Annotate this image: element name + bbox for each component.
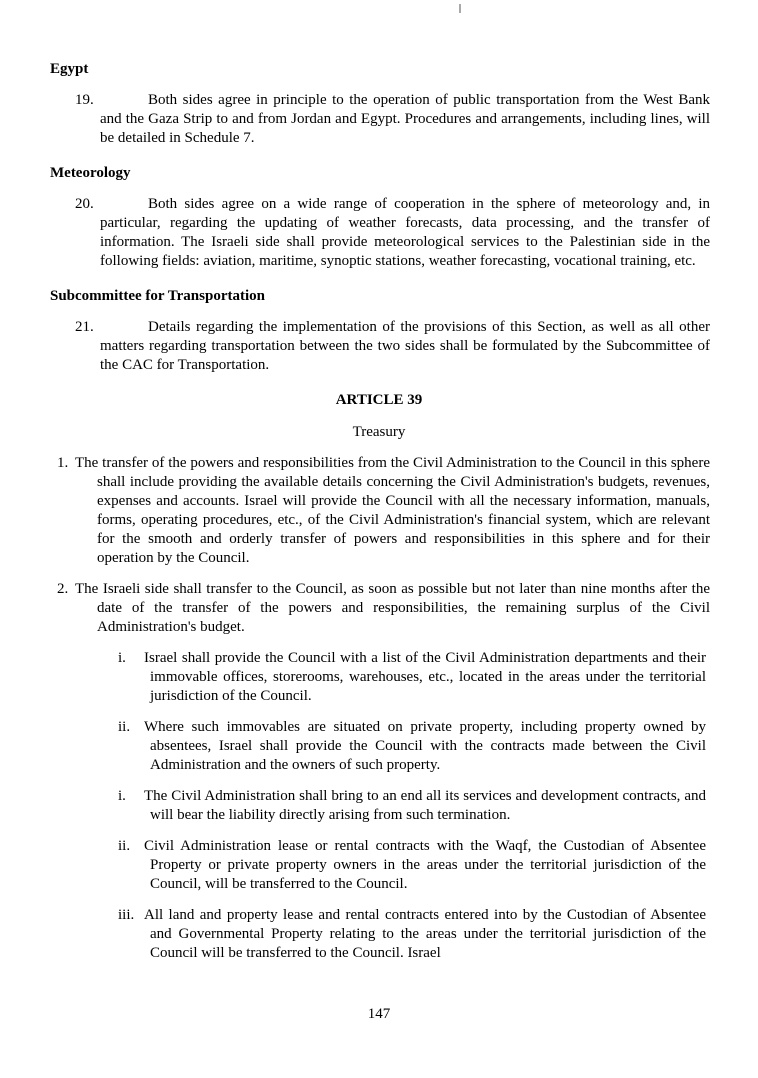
section-heading-egypt: Egypt [50,61,89,77]
sub-item-i-first [118,649,706,706]
sub-item-number: ii. [118,719,131,735]
paragraph-number: 19. [75,92,94,108]
sub-item-text: Where such immovables are situated on private property, including property owned by absentees, Israel shall provide the Council with the contracts made between the Civil Administration and the owners of such property. [144,719,706,773]
article-item-1 [57,454,710,568]
paragraph-19 [75,91,710,148]
sub-item-ii-second [118,837,706,894]
paragraph-20 [75,195,710,271]
sub-item-number: i. [118,788,126,804]
section-heading-subcommittee: Subcommittee for Transportation [50,288,265,304]
sub-item-i-second [118,787,706,825]
sub-item-text: The Civil Administration shall bring to an end all its services and development contracts, and will bear the liability directly arising from such termination. [144,788,706,823]
paragraph-text: Details regarding the implementation of the provisions of this Section, as well as all other matters regarding transportation between the two sides shall be formulated by the Subcommittee of the CAC for Transportation. [100,319,710,373]
sub-item-text: All land and property lease and rental contracts entered into by the Custodian of Absentee and Governmental Property relating to the areas under the territorial jurisdiction of the Council will be transferred to the Council. Israel [144,907,706,961]
article-subtitle: Treasury [352,424,406,440]
sub-item-number: iii. [118,907,135,923]
paragraph-text: Both sides agree on a wide range of cooperation in the sphere of meteorology and, in particular, regarding the updating of weather forecasts, data processing, and the transfer of information. The Israeli side shall provide meteorological services to the Palestinian side in the following fields: aviation, maritime, synoptic stations, weather forecasting, vocational training, etc. [100,196,710,269]
sub-item-number: i. [118,650,126,666]
sub-item-iii [118,906,706,963]
paragraph-21 [75,318,710,375]
sub-item-text: Israel shall provide the Council with a list of the Civil Administration departments and their immovable offices, storerooms, warehouses, etc., located in the areas under the territorial jurisdiction of the Council. [144,650,706,704]
sub-item-number: ii. [118,838,131,854]
page-number: 147 [367,1006,391,1022]
item-number: 2. [57,581,69,597]
sub-item-text: Civil Administration lease or rental contracts with the Waqf, the Custodian of Absentee Property or private property owners in the areas under the territorial jurisdiction of the Council, will be transferred to the Council. [144,838,706,892]
paragraph-text: Both sides agree in principle to the operation of public transportation from the West Bank and the Gaza Strip to and from Jordan and Egypt. Procedures and arrangements, including lines, will be detailed in Schedule 7. [100,92,710,146]
item-number: 1. [57,455,69,471]
sub-item-ii-first [118,718,706,775]
article-heading: ARTICLE 39 [335,392,423,408]
section-heading-meteorology: Meteorology [50,165,131,181]
article-item-2 [57,580,710,637]
paragraph-number: 20. [75,196,94,212]
item-text: The transfer of the powers and responsibilities from the Civil Administration to the Council in this sphere shall include providing the available details concerning the Civil Administration's budgets, revenues, expenses and accounts. Israel will provide the Council with all the necessary information, manuals, forms, operating procedures, etc., of the Civil Administration's financial system, which are relevant for the smooth and orderly transfer of powers and responsibilities in this sphere and for their operation by the Council. [75,455,710,566]
item-text: The Israeli side shall transfer to the Council, as soon as possible but not later than nine months after the date of the transfer of the powers and responsibilities, the remaining surplus of the Civil Administration's budget. [75,581,710,635]
paragraph-number: 21. [75,319,94,335]
scan-artifact-mark [459,4,461,13]
